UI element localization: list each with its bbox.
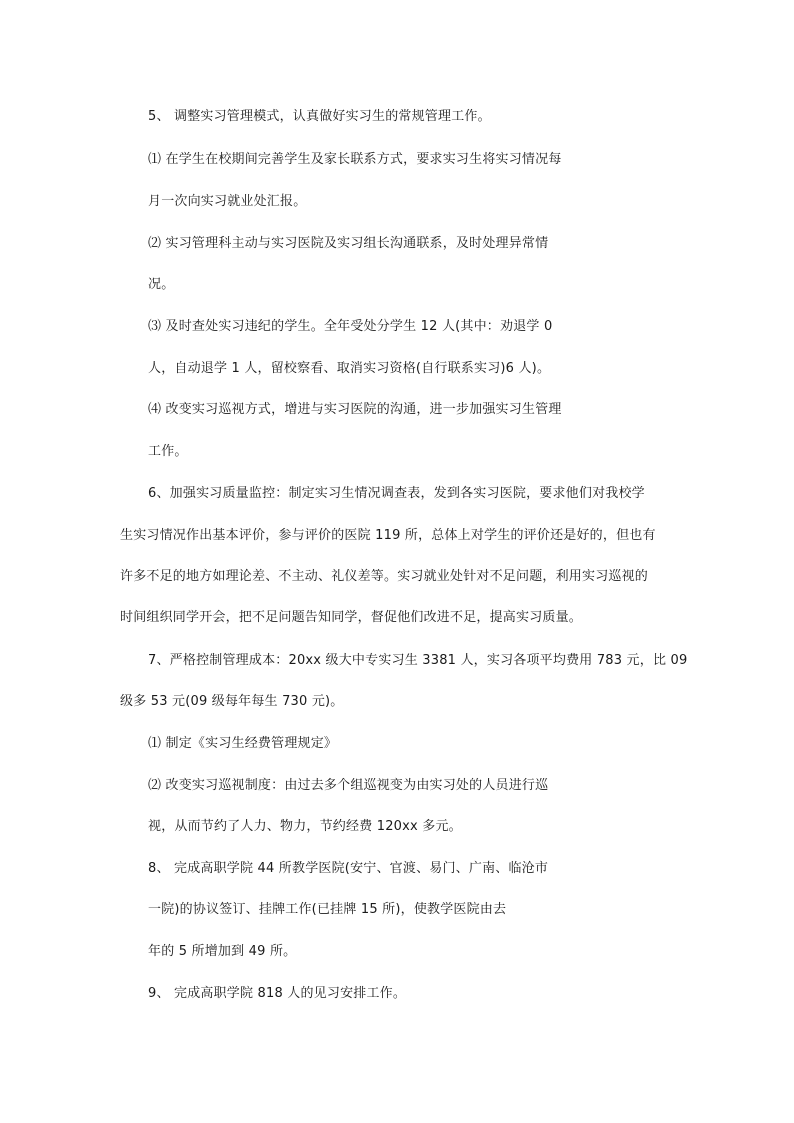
item-5-2-line2: 况。 [148,277,175,292]
item-6-line1: 6、加强实习质量监控：制定实习生情况调查表，发到各实习医院，要求他们对我校学 [148,486,645,501]
item-5-3-line2: 人，自动退学 1 人，留校察看、取消实习资格(自行联系实习)6 人)。 [148,361,551,376]
item-5-1-line1: ⑴ 在学生在校期间完善学生及家长联系方式，要求实习生将实习情况每 [148,152,562,167]
item-8-line1: 8、 完成高职学院 44 所教学医院(安宁、官渡、易门、广南、临沧市 [148,861,549,876]
item-6-line3: 许多不足的地方如理论差、不主动、礼仪差等。实习就业处针对不足问题，利用实习巡视的 [120,569,649,584]
item-7-line2: 级多 53 元(09 级每年每生 730 元)。 [120,694,344,709]
item-7-2-line1: ⑵ 改变实习巡视制度：由过去多个组巡视变为由实习处的人员进行巡 [148,778,549,793]
item-6-line2: 生实习情况作出基本评价，参与评价的医院 119 所，总体上对学生的评价还是好的，但也有 [120,528,656,543]
item-9: 9、 完成高职学院 818 人的见习安排工作。 [148,986,407,1001]
item-5-1-line2: 月一次向实习就业处汇报。 [148,194,307,209]
item-7-line1: 7、严格控制管理成本：20xx 级大中专实习生 3381 人，实习各项平均费用 783 元，比 09 [148,653,688,668]
item-5-2-line1: ⑵ 实习管理科主动与实习医院及实习组长沟通联系，及时处理异常情 [148,236,549,251]
item-8-line3: 年的 5 所增加到 49 所。 [148,944,297,959]
item-7-1: ⑴ 制定《实习生经费管理规定》 [148,736,338,751]
item-6-line4: 时间组织同学开会，把不足问题告知同学，督促他们改进不足，提高实习质量。 [120,610,583,625]
item-5-heading: 5、 调整实习管理模式，认真做好实习生的常规管理工作。 [148,109,491,124]
item-8-line2: 一院)的协议签订、挂牌工作(已挂牌 15 所)，使教学医院由去 [148,902,507,917]
item-5-4-line2: 工作。 [148,444,188,459]
item-5-3-line1: ⑶ 及时查处实习违纪的学生。全年受处分学生 12 人(其中：劝退学 0 [148,319,553,334]
item-7-2-line2: 视，从而节约了人力、物力，节约经费 120xx 多元。 [148,819,462,834]
item-5-4-line1: ⑷ 改变实习巡视方式，增进与实习医院的沟通，进一步加强实习生管理 [148,402,562,417]
